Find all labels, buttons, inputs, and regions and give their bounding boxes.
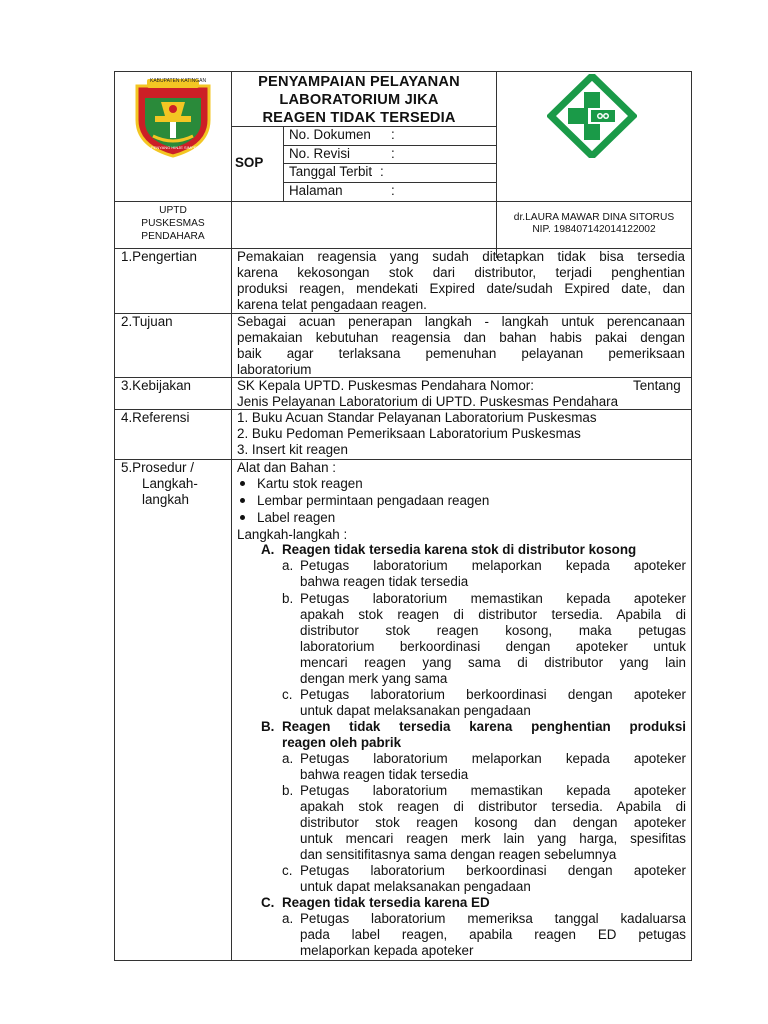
sop-title-line: LABORATORIUM JIKA	[279, 92, 439, 108]
section-label-kebijakan: 3.Kebijakan	[121, 378, 191, 393]
step-b-a-line: Petugas laboratorium melaporkan kepada apoteker	[300, 751, 686, 766]
alat-item: Lembar permintaan pengadaan reagen	[257, 493, 490, 508]
step-b-title: reagen oleh pabrik	[282, 735, 402, 750]
step-b-b-line: Petugas laboratorium memastikan kepada apoteker	[300, 783, 686, 798]
org-line: PUSKESMAS	[141, 218, 205, 229]
row-divider	[115, 201, 691, 202]
step-b-a-line: bahwa reagen tidak tersedia	[300, 767, 469, 782]
section-label-pengertian: 1.Pengertian	[121, 249, 197, 264]
step-c-a-line: melaporkan kepada apoteker	[300, 943, 474, 958]
crest-motto-text: PENYANG HINJE SIMPEI	[151, 145, 198, 150]
sub-marker: a.	[282, 751, 294, 766]
langkah-heading: Langkah-langkah :	[237, 527, 348, 542]
signer-name: dr.LAURA MAWAR DINA SITORUS	[513, 212, 675, 223]
section-label-tujuan: 2.Tujuan	[121, 314, 173, 329]
bullet-icon	[240, 481, 245, 486]
alat-item: Label reagen	[257, 510, 336, 525]
meta-label-tanggal-terbit: Tanggal Terbit	[289, 164, 373, 179]
section-label-prosedur: langkah	[142, 492, 189, 507]
step-c-marker: C.	[261, 895, 275, 910]
section-label-prosedur: Langkah-	[142, 476, 198, 491]
step-b-c-line: untuk dapat melaksanakan pengadaan	[300, 879, 531, 894]
step-b-title: Reagen tidak tersedia karena penghentian produksi	[282, 719, 686, 734]
pengertian-line: Pemakaian reagensia yang sudah ditetapkan tidak bisa tersedia	[237, 249, 685, 264]
pengertian-line: karena kekosongan stok dari distributor, terjadi penghentian	[237, 265, 685, 280]
step-c-title: Reagen tidak tersedia karena ED	[282, 895, 490, 910]
referensi-item: 2. Buku Pedoman Pemeriksaan Laboratorium Puskesmas	[237, 426, 581, 441]
meta-separator: :	[391, 146, 395, 161]
meta-separator: :	[391, 183, 395, 198]
sop-title	[231, 72, 487, 127]
bullet-icon	[240, 498, 245, 503]
meta-label-no-dokumen: No. Dokumen	[289, 127, 371, 142]
step-a-a-line: Petugas laboratorium melaporkan kepada apoteker	[300, 558, 686, 573]
step-b-marker: B.	[261, 719, 275, 734]
tujuan-line: pemakaian kebutuhan reagensia dan bahan habis pakai dengan	[237, 330, 685, 345]
meta-separator: :	[380, 164, 384, 179]
step-a-title: Reagen tidak tersedia karena stok di distributor kosong	[282, 542, 637, 557]
sop-label: SOP	[235, 155, 264, 170]
referensi-item: 3. Insert kit reagen	[237, 442, 348, 457]
org-line: PENDAHARA	[141, 231, 205, 242]
column-divider	[231, 72, 232, 960]
crest-region-text: KABUPATEN KATINGAN	[150, 78, 207, 84]
step-a-b-line: apakah stok reagen di distributor tersedia. Apabila di	[300, 607, 686, 622]
alat-heading: Alat dan Bahan :	[237, 460, 337, 475]
sop-document	[114, 71, 692, 961]
step-a-b-line: dengan merk yang sama	[300, 671, 448, 686]
tujuan-line: baik agar terlaksana pemenuhan pelayanan pemeriksaan	[237, 346, 685, 361]
tujuan-line: Sebagai acuan penerapan langkah - langkah untuk perencanaan	[237, 314, 685, 329]
pengertian-line: karena telat pengadaan reagen.	[237, 297, 427, 312]
meta-label-no-revisi: No. Revisi	[289, 146, 351, 161]
sop-title-line: PENYAMPAIAN PELAYANAN	[258, 74, 460, 90]
sop-title-line: REAGEN TIDAK TERSEDIA	[262, 110, 456, 126]
section-label-prosedur: 5.Prosedur /	[121, 460, 194, 475]
row-divider	[115, 459, 691, 460]
pengertian-line: produksi reagen, mendekati Expired date/sudah Expired date, dan	[237, 281, 685, 296]
step-a-b-line: laboratorium berkoordinasi dengan apoteker untuk	[300, 639, 686, 654]
referensi-item: 1. Buku Acuan Standar Pelayanan Laboratorium Puskesmas	[237, 410, 597, 425]
org-line: UPTD	[159, 205, 187, 216]
sub-marker: a.	[282, 911, 294, 926]
step-c-a-line: pada label reagen, apabila reagen ED petugas	[300, 927, 686, 942]
kebijakan-line-right: Tentang	[633, 378, 681, 393]
meta-separator: :	[391, 127, 395, 142]
puskesmas-logo	[547, 74, 637, 158]
alat-item: Kartu stok reagen	[257, 476, 363, 491]
step-b-b-line: apakah stok reagen di distributor tersedia. Apabila di	[300, 799, 686, 814]
tujuan-line: laboratorium	[237, 362, 312, 377]
sub-marker: b.	[282, 591, 294, 606]
kebijakan-line: Jenis Pelayanan Laboratorium di UPTD. Puskesmas Pendahara	[237, 394, 619, 409]
sub-marker: b.	[282, 783, 294, 798]
step-a-b-line: Petugas laboratorium memastikan kepada apoteker	[300, 591, 686, 606]
signer-nip: NIP. 198407142014122002	[532, 224, 656, 235]
bullet-icon	[240, 515, 245, 520]
step-a-b-line: mencari reagen yang sama di distributor yang lain	[300, 655, 686, 670]
step-a-b-line: distributor stok reagen kosong, maka petugas	[300, 623, 686, 638]
step-b-c-line: Petugas laboratorium berkoordinasi dengan apoteker	[300, 863, 686, 878]
section-label-referensi: 4.Referensi	[121, 410, 190, 425]
step-b-b-line: distributor stok reagen kosong dan dengan apoteker	[300, 815, 686, 830]
step-a-a-line: bahwa reagen tidak tersedia	[300, 574, 469, 589]
meta-label-halaman: Halaman	[289, 183, 343, 198]
sub-marker: c.	[282, 687, 293, 702]
step-a-c-line: Petugas laboratorium berkoordinasi dengan apoteker	[300, 687, 686, 702]
step-a-c-line: untuk dapat melaksanakan pengadaan	[300, 703, 531, 718]
step-c-a-line: Petugas laboratorium memeriksa tanggal kadaluarsa	[300, 911, 686, 926]
sub-marker: c.	[282, 863, 293, 878]
step-b-b-line: untuk mencari reagen merk lain yang harga, spesifitas	[300, 831, 686, 846]
sub-marker: a.	[282, 558, 294, 573]
kebijakan-line: SK Kepala UPTD. Puskesmas Pendahara Nomor:	[237, 378, 534, 393]
step-a-marker: A.	[261, 542, 275, 557]
step-b-b-line: dan sensitifitasnya sama dengan reagen sebelumnya	[300, 847, 617, 862]
